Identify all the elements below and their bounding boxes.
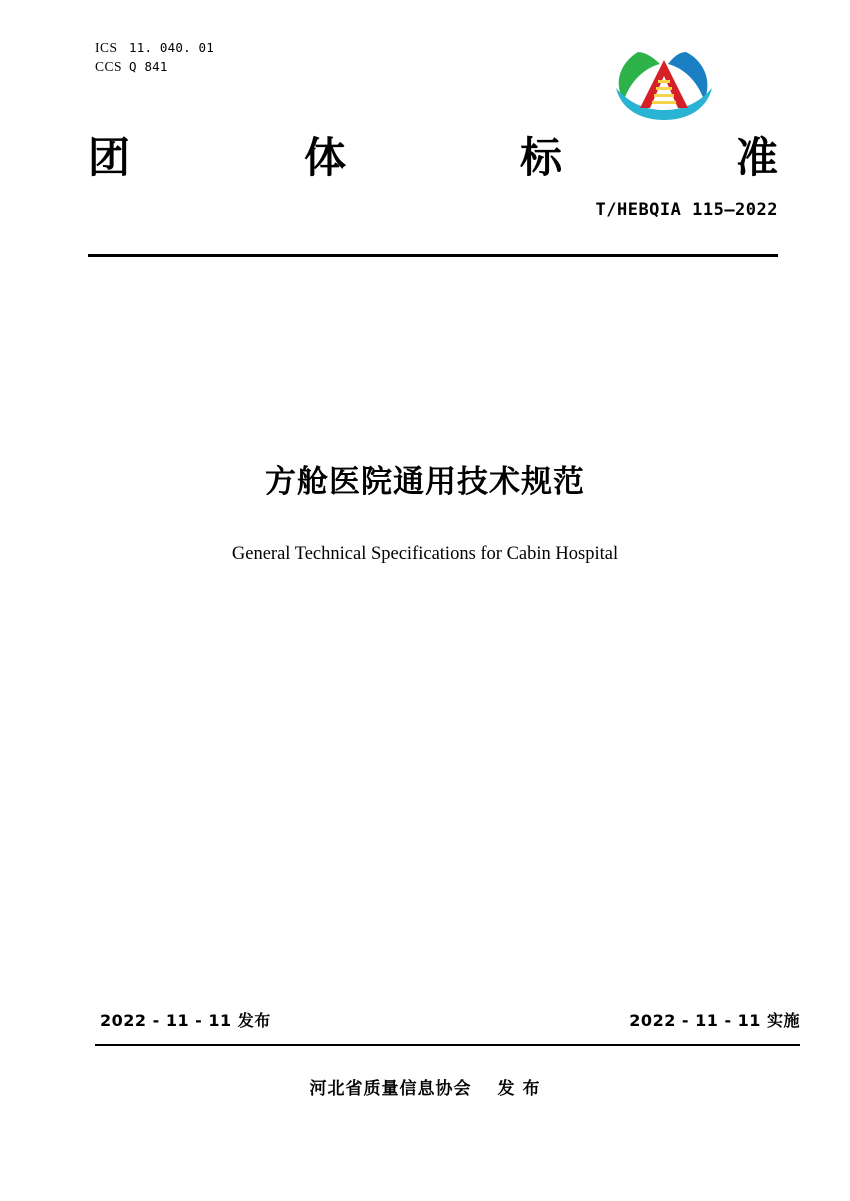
association-emblem-icon (608, 42, 720, 120)
ics-value: 11. 040. 01 (129, 40, 214, 55)
ics-row (95, 38, 214, 57)
banner-char-2: 体 (303, 133, 346, 182)
date-row (100, 1008, 800, 1031)
title-chinese: 方舱医院通用技术规范 (265, 464, 585, 500)
footer-divider (95, 1044, 800, 1046)
banner-char-3: 标 (519, 133, 562, 182)
classification-codes (95, 38, 214, 76)
standard-number: T/HEBQIA 115—2022 (595, 200, 778, 220)
banner-title (88, 132, 778, 184)
publisher-name: 河北省质量信息协会 (309, 1079, 472, 1099)
ccs-row (95, 57, 214, 76)
effective-date: 2022 - 11 - 11 实施 (629, 1011, 800, 1030)
publisher-action: 发 布 (497, 1079, 541, 1099)
title-english: General Technical Specifications for Cabin Hospital (231, 544, 619, 564)
ccs-value: Q 841 (129, 59, 168, 74)
ics-label: ICS (95, 40, 118, 55)
header-divider (88, 254, 778, 257)
ccs-label: CCS (95, 59, 123, 74)
publisher-line (0, 1074, 850, 1099)
issue-date: 2022 - 11 - 11 发布 (100, 1011, 271, 1030)
banner-char-4: 准 (735, 133, 778, 182)
banner-char-1: 团 (88, 133, 131, 182)
